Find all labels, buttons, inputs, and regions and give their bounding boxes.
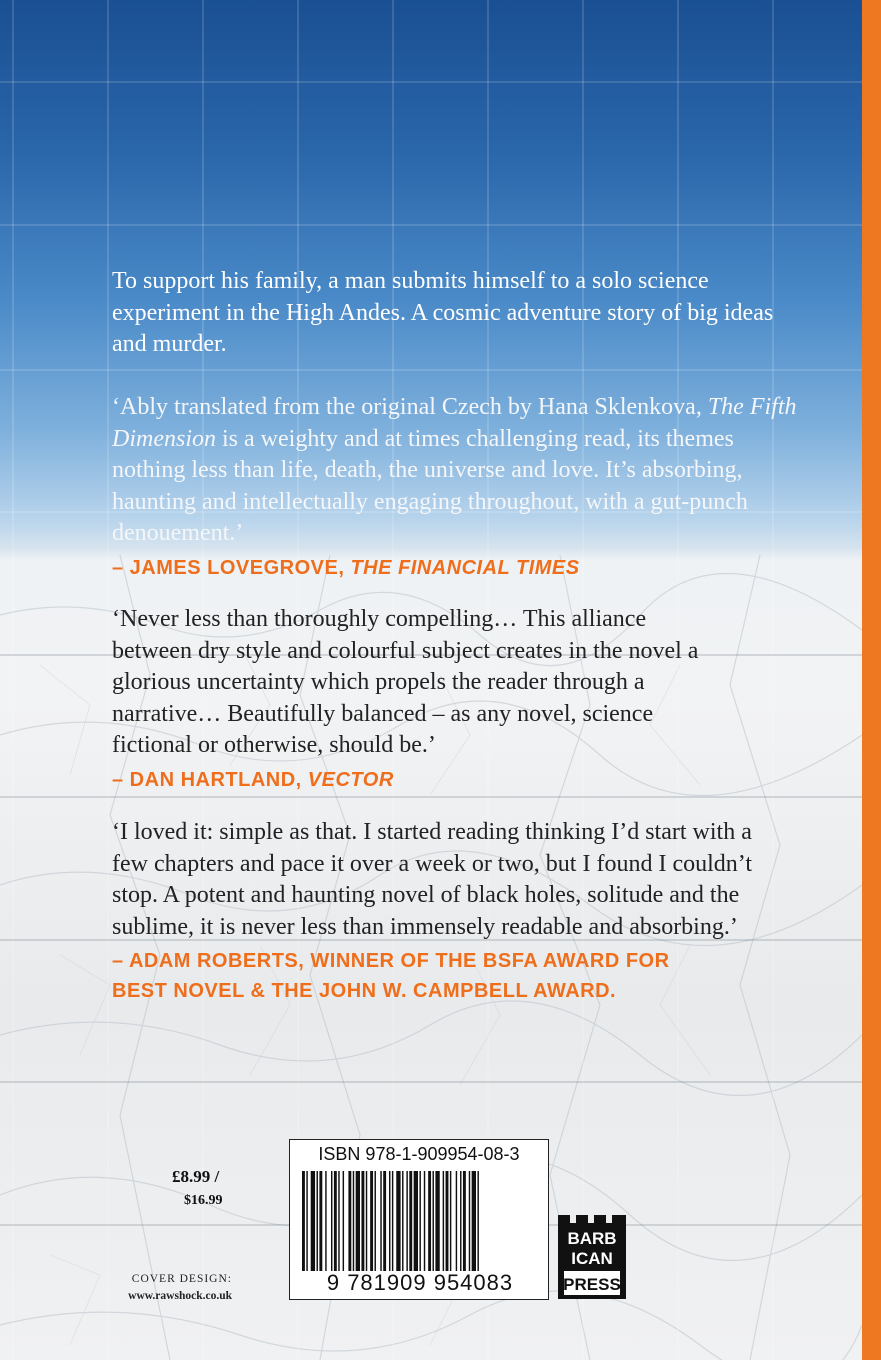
barcode-bar [435,1171,439,1271]
barcode-bar [446,1171,449,1271]
review-quote-1 [112,392,802,583]
barcode-bar [477,1171,478,1271]
isbn-barcode [289,1139,549,1300]
barcode-bar [469,1171,470,1271]
barcode-bar [433,1171,434,1271]
quote-3-attribution-line-2: BEST NOVEL & THE JOHN W. CAMPBELL AWARD. [112,980,617,1002]
barcode-bar [343,1171,344,1271]
quote-2-attribution [112,765,722,795]
barcode-bar [348,1171,351,1271]
barcode-bar [380,1171,381,1271]
cover-design-credit [102,1271,232,1305]
quote-1-attribution [112,553,802,583]
barcode-bar [414,1171,418,1271]
quote-1-post: is a weighty and at times challenging read, its themes nothing less than life, death, the universe and love. It’s absorbing, haunting and intellectually engaging throughout, with a gut-punch denouement.’ [112,425,748,546]
logo-line-2: ICAN [571,1249,613,1268]
barcode-bar [338,1171,339,1271]
price-usd: $16.99 [184,1193,223,1208]
quote-3-attribution-line-1: – ADAM ROBERTS, WINNER OF THE BSFA AWARD FOR [112,950,670,972]
barcode-bar [317,1171,318,1271]
isbn-digits: 9 781909 954083 [326,1270,514,1295]
credit-url: www.rawshock.co.uk [128,1290,232,1302]
barcode-bar [331,1171,332,1271]
barcode-bar [306,1171,307,1271]
price [172,1167,223,1209]
review-quote-3 [112,817,792,1006]
barcode-bars [302,1171,538,1271]
barcode-bar [409,1171,412,1271]
barcode-bar [389,1171,390,1271]
isbn-label: ISBN 978-1-909954-08-3 [318,1144,520,1164]
spine-edge [862,0,881,1360]
barbican-press-logo [556,1213,628,1299]
barcode-bar [406,1171,407,1271]
barcode-bar [428,1171,431,1271]
quote-3-text: ‘I loved it: simple as that. I started reading thinking I’d start with a few chapters and pace it over a week or two, but I found I couldn’t stop. A potent and haunting novel of black holes, solitude and the sublime, it is never less than immensely readable and absorbing.’ [112,819,752,940]
barcode-bar [443,1171,444,1271]
logo-line-3: PRESS [563,1275,621,1294]
barcode-bar [392,1171,393,1271]
barcode-bar [370,1171,373,1271]
quote-1-pre: ‘Ably translated from the original Czech by Hana Sklenkova, [112,394,708,420]
barcode-bar [396,1171,400,1271]
barcode-bar [311,1171,315,1271]
barcode-bar [456,1171,457,1271]
quote-2-reviewer: – DAN HARTLAND, [112,768,308,791]
price-gbp: £8.99 / [172,1167,220,1186]
blurb-text: To support his family, a man submits himself to a solo science experiment in the High Andes. A cosmic adventure story of big ideas and murder. [112,268,774,357]
quote-2-source: VECTOR [307,768,394,791]
barcode-bar [450,1171,451,1271]
barcode-bar [463,1171,466,1271]
quote-1-text [112,392,802,550]
quote-1-book-title: The Fifth Dimension [112,394,797,452]
barcode-bar [419,1171,420,1271]
blurb [112,266,802,361]
barcode-bar [325,1171,326,1271]
barcode-bar [375,1171,376,1271]
barcode-bar [361,1171,364,1271]
quote-1-source: THE FINANCIAL TIMES [350,556,580,579]
quote-2-text: ‘Never less than thoroughly compelling… This alliance between dry style and colourful subject creates in the novel a glorious uncertainty which propels the reader through a narrative… Beautifully balanced – as any novel, science fictional or otherwise, should be.’ [112,606,699,758]
barcode-bar [302,1171,305,1271]
barcode-bar [366,1171,367,1271]
barcode-bar [402,1171,403,1271]
logo-line-1: BARB [567,1229,617,1248]
barcode-bar [460,1171,461,1271]
barcode-bar [383,1171,386,1271]
barcode-bar [424,1171,425,1271]
barcode-bar [319,1171,322,1271]
barcode-bar [472,1171,476,1271]
barcode-bar [334,1171,337,1271]
barcode-bar [356,1171,360,1271]
credit-label: COVER DESIGN: [131,1273,232,1285]
review-quote-2 [112,604,722,795]
barcode-bar [353,1171,354,1271]
quote-1-reviewer: – JAMES LOVEGROVE, [112,556,351,579]
